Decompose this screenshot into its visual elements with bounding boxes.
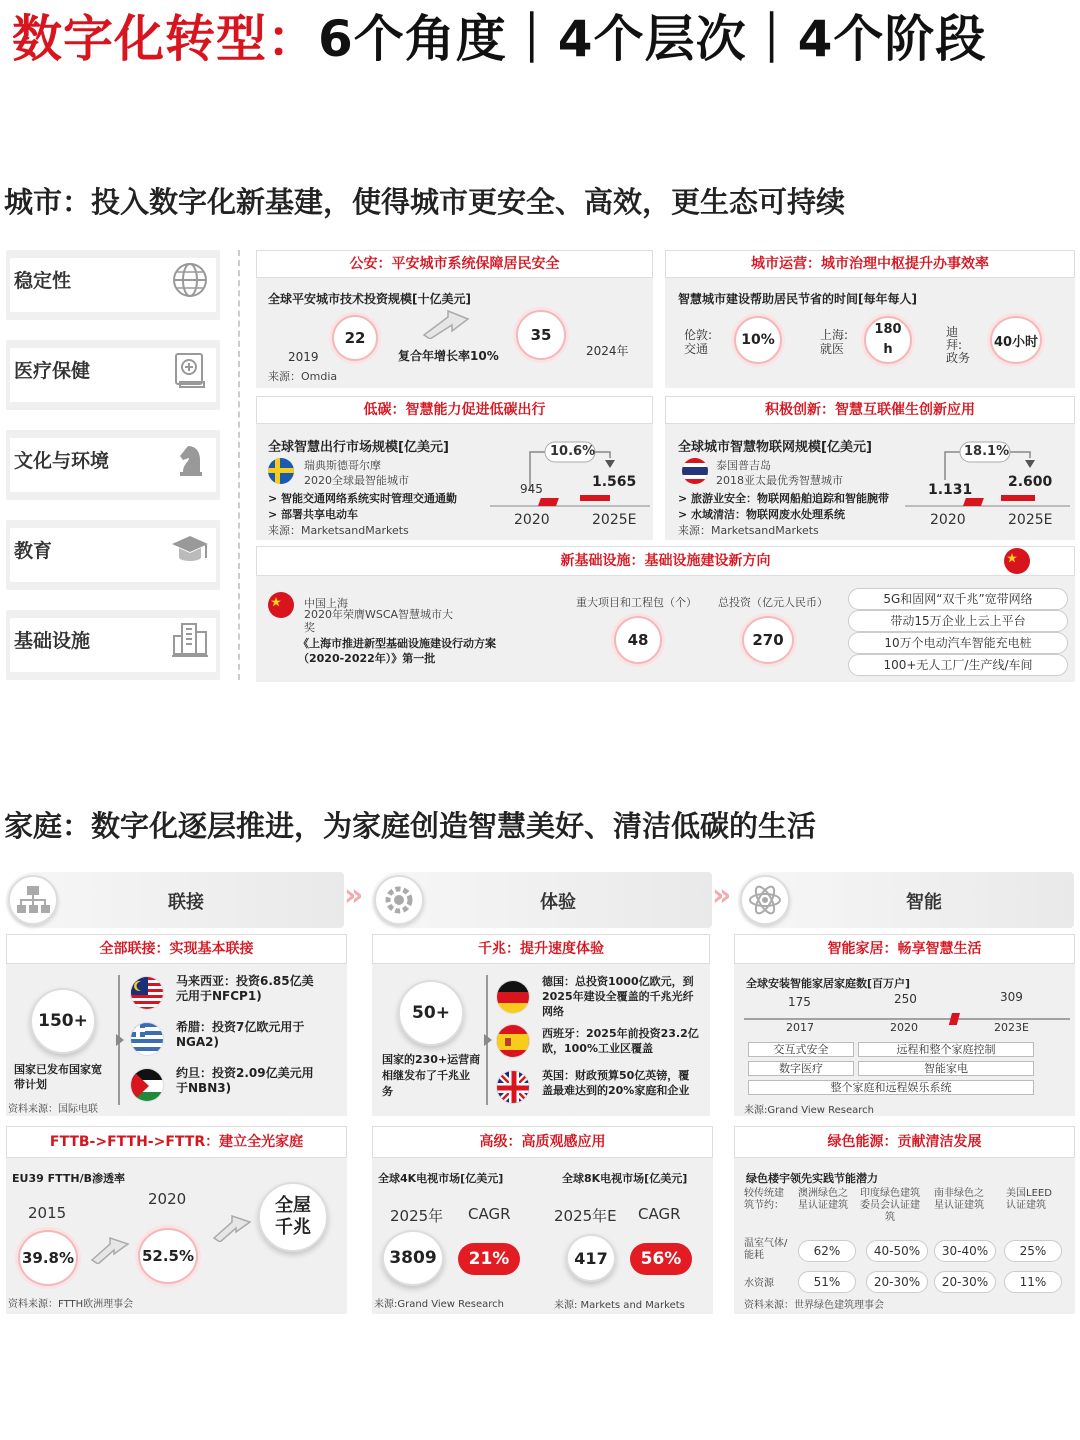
hq-cagr-4k: CAGR (468, 1205, 511, 1223)
divider-line (238, 250, 240, 680)
sidebar-item-stability[interactable] (6, 250, 220, 320)
lowcarbon-growth: 10.6% (550, 444, 596, 459)
hq-value-4k: 3809 (382, 1230, 444, 1286)
sidebar-item-education[interactable] (6, 520, 220, 590)
graduation-cap-icon (170, 530, 210, 570)
germany-flag-icon (496, 980, 530, 1014)
city-section-title: 城市：投入数字化新基建，使得城市更安全、高效，更生态可持续 (4, 185, 846, 219)
malaysia-flag-icon (130, 976, 164, 1010)
ops-value-shanghai: 180 h (864, 316, 912, 364)
network-icon (8, 875, 58, 925)
ops-head: 城市运营：城市治理中枢提升办事效率 (665, 250, 1075, 278)
connect-source: 资料来源：国际电联 (8, 1104, 98, 1115)
gigabit-item: 德国：总投资1000亿欧元，到 2025年建设全覆盖的千兆光纤 网络 (542, 975, 694, 1018)
infra-pill: 5G和固网“双千兆”宽带网络 (848, 588, 1068, 610)
security-value-2019: 22 (332, 315, 378, 361)
green-head: 绿色能源：贡献清洁发展 (734, 1126, 1075, 1158)
smarthome-box: 交互式安全 (748, 1042, 854, 1057)
fiber-final: 全屋 千兆 (258, 1182, 328, 1252)
tab-label: 联接 (168, 892, 204, 913)
lowcarbon-value-2020: 945 (520, 482, 543, 496)
hq-source-4k: 来源:Grand View Research (374, 1299, 504, 1310)
ops-label-dubai: 迪 拜: 政务 (946, 325, 971, 365)
smarthome-value: 175 (788, 995, 811, 1009)
hq-sub-8k: 全球8K电视市场[亿美元] (562, 1172, 688, 1185)
sidebar-label: 基础设施 (14, 630, 91, 652)
smarthome-year: 2023E (994, 1021, 1029, 1034)
infra-label-investment: 总投资（亿元人民币） (718, 596, 828, 609)
sidebar-label: 文化与环境 (14, 450, 110, 472)
smarthome-box: 整个家庭和远程娱乐系统 (748, 1080, 1034, 1095)
connect-item: 马来西亚：投资6.85亿美 元用于NFCP1) (176, 974, 314, 1003)
green-col: 印度绿色建筑 委员会认证建 筑 (860, 1188, 920, 1223)
jordan-flag-icon (130, 1068, 164, 1102)
green-cell: 20-30% (934, 1271, 996, 1293)
infra-head: 新基础设施：基础设施建设新方向 (256, 546, 1075, 576)
infra-pill: 100+无人工厂/生产线/车间 (848, 654, 1068, 676)
title-red: 数字化转型： (12, 10, 318, 68)
fiber-subtitle: EU39 FTTH/B渗透率 (12, 1172, 125, 1185)
security-head: 公安：平安城市系统保障居民安全 (256, 250, 653, 278)
thailand-flag-icon (682, 458, 708, 484)
hq-growth-8k: 56% (630, 1243, 692, 1275)
atom-icon (740, 875, 790, 925)
connect-desc: 国家已发布国家宽 带计划 (14, 1063, 102, 1091)
innovation-year-2025: 2025E (1008, 512, 1053, 528)
chevron-right-icon: » (712, 878, 732, 913)
security-subtitle: 全球平安城市技术投资规模[十亿美元] (268, 292, 471, 306)
innovation-value-2025: 2.600 (1008, 474, 1053, 490)
sidebar-label: 教育 (14, 540, 53, 562)
growth-arrow-icon (88, 1230, 132, 1268)
hq-value-8k: 417 (566, 1234, 616, 1282)
infra-value-investment: 270 (742, 616, 794, 664)
innovation-source: 来源：MarketsandMarkets (678, 524, 819, 537)
smarthome-head: 智能家居：畅享智慧生活 (734, 934, 1075, 964)
sidebar-item-healthcare[interactable] (6, 340, 220, 410)
fiber-year-2015: 2015 (28, 1204, 67, 1222)
lowcarbon-subtitle: 全球智慧出行市场规模[亿美元] (268, 440, 449, 455)
innovation-bullet-1: > 旅游业安全：物联网船舶追踪和智能腕带 (678, 492, 890, 505)
green-cell: 40-50% (866, 1240, 928, 1262)
china-flag-icon (1004, 548, 1030, 574)
infra-pill: 带动15万企业上云上平台 (848, 610, 1068, 632)
innovation-city: 泰国普吉岛 (716, 459, 771, 472)
innovation-subtitle: 全球城市智慧物联网规模[亿美元] (678, 440, 872, 455)
green-row-label: 温室气体/ 能耗 (744, 1238, 788, 1261)
medical-book-icon (170, 350, 210, 390)
greece-flag-icon (130, 1022, 164, 1056)
gigabit-item: 英国：财政预算50亿英镑，覆 盖最难达到的20%家庭和企业 (542, 1069, 690, 1097)
sweden-flag-icon (268, 458, 294, 484)
connect-item: 约旦：投资2.09亿美元用 于NBN3) (176, 1066, 314, 1095)
lowcarbon-city: 瑞典斯德哥尔摩 (304, 459, 381, 472)
green-rowhead: 较传统建 筑节约： (744, 1188, 784, 1211)
smarthome-box: 数字医疗 (748, 1061, 854, 1076)
lowcarbon-bullet-1: > 智能交通网络系统实时管理交通通勤 (268, 492, 458, 505)
infra-plan: 《上海市推进新型基础设施建设行动方案 （2020-2022年）》第一批 (298, 637, 496, 665)
lowcarbon-source: 来源：MarketsandMarkets (268, 524, 409, 537)
gear-icon (374, 875, 424, 925)
sidebar-label: 医疗保健 (14, 360, 91, 382)
hq-sub-4k: 全球4K电视市场[亿美元] (378, 1172, 504, 1185)
sidebar-item-infrastructure[interactable] (6, 610, 220, 680)
globe-icon (170, 260, 210, 300)
fiber-head: FTTB->FTTH->FTTR：建立全光家庭 (6, 1126, 347, 1158)
chess-knight-icon (170, 440, 210, 480)
infra-place: 中国上海 (304, 597, 348, 610)
smarthome-box: 远程和整个家庭控制 (858, 1042, 1034, 1057)
green-col: 澳洲绿色之 星认证建筑 (798, 1188, 848, 1211)
page-title (12, 4, 986, 74)
infra-award: 2020年荣膺WSCA智慧城市大 奖 (304, 608, 454, 634)
ops-value-dubai: 40小时 (990, 316, 1042, 364)
green-subtitle: 绿色楼宇领先实践节能潜力 (746, 1172, 878, 1185)
green-source: 资料来源：世界绿色建筑理事会 (744, 1300, 884, 1311)
fiber-year-2020: 2020 (148, 1190, 187, 1208)
security-year-2024: 2024年 (586, 344, 629, 358)
fiber-value-2020: 52.5% (138, 1228, 198, 1284)
innovation-award: 2018亚太最优秀智慧城市 (716, 474, 843, 487)
home-section-title: 家庭：数字化逐层推进，为家庭创造智慧美好、清洁低碳的生活 (4, 809, 817, 843)
buildings-icon (170, 620, 210, 660)
hq-cagr-8k: CAGR (638, 1205, 681, 1223)
china-flag-icon (268, 592, 294, 618)
hq-growth-4k: 21% (458, 1243, 520, 1275)
fiber-source: 资料来源：FTTH欧洲理事会 (8, 1299, 134, 1310)
security-growth: 复合年增长率10% (398, 349, 499, 363)
connect-head: 全部联接：实现基本联接 (6, 934, 347, 964)
sidebar-item-culture[interactable] (6, 430, 220, 500)
tab-label: 体验 (540, 892, 576, 913)
green-cell: 25% (1004, 1240, 1062, 1262)
gigabit-desc: 国家的230+运营商 相继发布了千兆业 务 (382, 1053, 481, 1098)
innovation-value-2020: 1.131 (928, 482, 973, 498)
ops-label-shanghai: 上海: 就医 (820, 328, 849, 356)
infra-value-projects: 48 (614, 616, 662, 664)
ops-value-london: 10% (734, 316, 782, 364)
green-cell: 30-40% (934, 1240, 996, 1262)
connect-item: 希腊：投资7亿欧元用于 NGA2) (176, 1020, 305, 1049)
chevron-right-icon: » (344, 878, 364, 913)
gigabit-item: 西班牙：2025年前投资23.2亿 欧，100%工业区覆盖 (542, 1027, 699, 1055)
green-row-label: 水资源 (744, 1278, 774, 1289)
tab-label: 智能 (906, 892, 942, 913)
smarthome-year: 2020 (890, 1021, 918, 1034)
ops-subtitle: 智慧城市建设帮助居民节省的时间[每年每人] (678, 292, 917, 306)
smarthome-year: 2017 (786, 1021, 814, 1034)
innovation-growth: 18.1% (964, 444, 1010, 459)
green-col: 美国LEED 认证建筑 (1006, 1188, 1052, 1211)
fiber-value-2015: 39.8% (18, 1230, 78, 1286)
green-cell: 51% (798, 1271, 856, 1293)
smarthome-value: 309 (1000, 990, 1023, 1004)
spain-flag-icon (496, 1024, 530, 1058)
green-cell: 62% (798, 1240, 856, 1262)
security-source: 来源：Omdia (268, 370, 338, 383)
smarthome-source: 来源:Grand View Research (744, 1105, 874, 1116)
innovation-year-2020: 2020 (930, 512, 966, 528)
infra-pill: 10万个电动汽车智能充电桩 (848, 632, 1068, 654)
innovation-head: 积极创新：智慧互联催生创新应用 (665, 396, 1075, 424)
hq-head: 高级：高质观感应用 (372, 1126, 713, 1158)
hq-year-8k: 2025年E (554, 1207, 617, 1225)
lowcarbon-year-2025: 2025E (592, 512, 637, 528)
gigabit-head: 千兆：提升速度体验 (372, 934, 710, 964)
security-year-2019: 2019 (288, 350, 319, 364)
smarthome-value: 250 (894, 992, 917, 1006)
title-black: 6个角度｜4个层次｜4个阶段 (318, 10, 987, 68)
growth-arrow-icon (420, 305, 474, 343)
green-col: 南非绿色之 星认证建筑 (934, 1188, 984, 1211)
connect-value: 150+ (30, 988, 96, 1054)
lowcarbon-award: 2020全球最智能城市 (304, 474, 409, 487)
sidebar-label: 稳定性 (14, 270, 72, 292)
green-cell: 11% (1004, 1271, 1062, 1293)
infra-label-projects: 重大项目和工程包（个） (576, 596, 697, 609)
connect-pointer (116, 1034, 124, 1046)
hq-year-4k: 2025年 (390, 1207, 444, 1225)
hq-source-8k: 来源: Markets and Markets (554, 1300, 685, 1311)
innovation-bullet-2: > 水域清洁：物联网废水处理系统 (678, 508, 846, 521)
green-cell: 20-30% (866, 1271, 928, 1293)
growth-arrow-icon (210, 1208, 254, 1246)
smarthome-box: 智能家电 (858, 1061, 1034, 1076)
uk-flag-icon (496, 1070, 530, 1104)
gigabit-value: 50+ (398, 980, 464, 1046)
ops-label-london: 伦敦: 交通 (684, 328, 713, 356)
lowcarbon-head: 低碳：智慧能力促进低碳出行 (256, 396, 653, 424)
smarthome-subtitle: 全球安装智能家居家庭数[百万户] (746, 977, 911, 990)
lowcarbon-bullet-2: > 部署共享电动车 (268, 508, 359, 521)
lowcarbon-value-2025: 1.565 (592, 474, 637, 490)
security-value-2024: 35 (516, 310, 566, 360)
gigabit-pointer (484, 1034, 492, 1046)
lowcarbon-year-2020: 2020 (514, 512, 550, 528)
